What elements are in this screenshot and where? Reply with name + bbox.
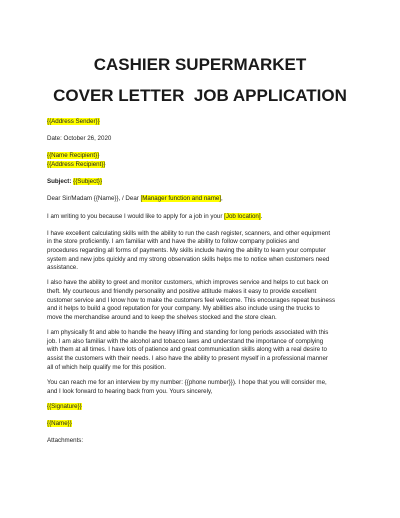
paragraph-physical (47, 329, 369, 372)
paragraph-line: assist the customers with their needs. I also have the ability to present myself in a professional manner (47, 355, 328, 363)
paragraph-line: in the store proficiently. I am familiar with and have the ability to follow company policies and (47, 238, 299, 246)
address-sender-placeholder: {{Address Sender}} (47, 118, 100, 125)
paragraph-line: all of which help qualify me for this position. (47, 363, 166, 371)
paragraph-line: job. I am also familiar with the alcohol and tobacco laws and understand the importance of complying (47, 337, 324, 345)
address-recipient-placeholder: {{Address Recipient}} (47, 160, 106, 168)
manager-placeholder: [Manager function and name] (140, 195, 222, 203)
intro-text: I am writing to you because I would like to apply for a job in your (47, 212, 225, 220)
paragraph-line: and it helps to build a good reputation for your company. My abilities also include using the trucks to (47, 305, 320, 313)
letter-date: Date: October 26, 2020 (47, 135, 112, 143)
salutation-prefix: Dear Sir/Madam {{Name}}, / Dear (47, 195, 141, 203)
paragraph-line: with them at all times. I have lots of patience and great communication skills along with a real desire to (47, 346, 327, 354)
document-title-line1: CASHIER SUPERMARKET (93, 55, 307, 74)
paragraph-line: I also have the ability to greet and monitor customers, which improves service and helps to cut back on (47, 279, 329, 287)
paragraph-line: theft. My courteous and friendly personality and positive attitude makes it easy to provide excellent (47, 288, 317, 296)
paragraph-line: move the merchandise around and to keep the shelves stocked and the store clean. (47, 313, 277, 321)
paragraph-line: I have excellent calculating skills with the ability to run the cash register, scanners, and other equipment (47, 229, 331, 237)
paragraph-line: customer service and I know how to make the customers feel welcome. This encourages repeat business (47, 296, 336, 304)
name-placeholder: {{Name}} (47, 420, 72, 428)
intro-suffix: . (260, 212, 263, 220)
paragraph-line: I am physically fit and able to handle the heavy lifting and standing for long periods associated with this (47, 329, 329, 337)
paragraph-line: You can reach me for an interview by my number: {{phone number}}). I hope that you will consider me, (47, 379, 327, 387)
subject-placeholder: {{Subject}} (73, 178, 103, 186)
salutation-suffix: , (221, 195, 223, 203)
signature-placeholder: {{Signature}} (47, 403, 82, 410)
subject-label: Subject: (47, 178, 74, 186)
paragraph-line: procedures regarding all forms of payments. My skills include having the ability to learn your computer (47, 246, 326, 254)
paragraph-closing (47, 379, 369, 396)
paragraph-line: assistance. (47, 264, 78, 272)
paragraph-line: and I look forward to hearing back from you. Yours sincerely, (47, 387, 213, 395)
attachments-label: Attachments: (47, 437, 84, 445)
document-title-line2: COVER LETTER JOB APPLICATION (53, 86, 347, 105)
paragraph-line: system and new jobs quickly and my strong observation skills helps me to notice when customers need (47, 255, 330, 263)
paragraph-skills (47, 230, 369, 273)
paragraph-customer-service (47, 279, 369, 322)
job-location-placeholder: [Job location] (224, 212, 261, 220)
letter-body (47, 118, 369, 446)
name-recipient-placeholder: {{Name Recipient}} (47, 152, 100, 160)
